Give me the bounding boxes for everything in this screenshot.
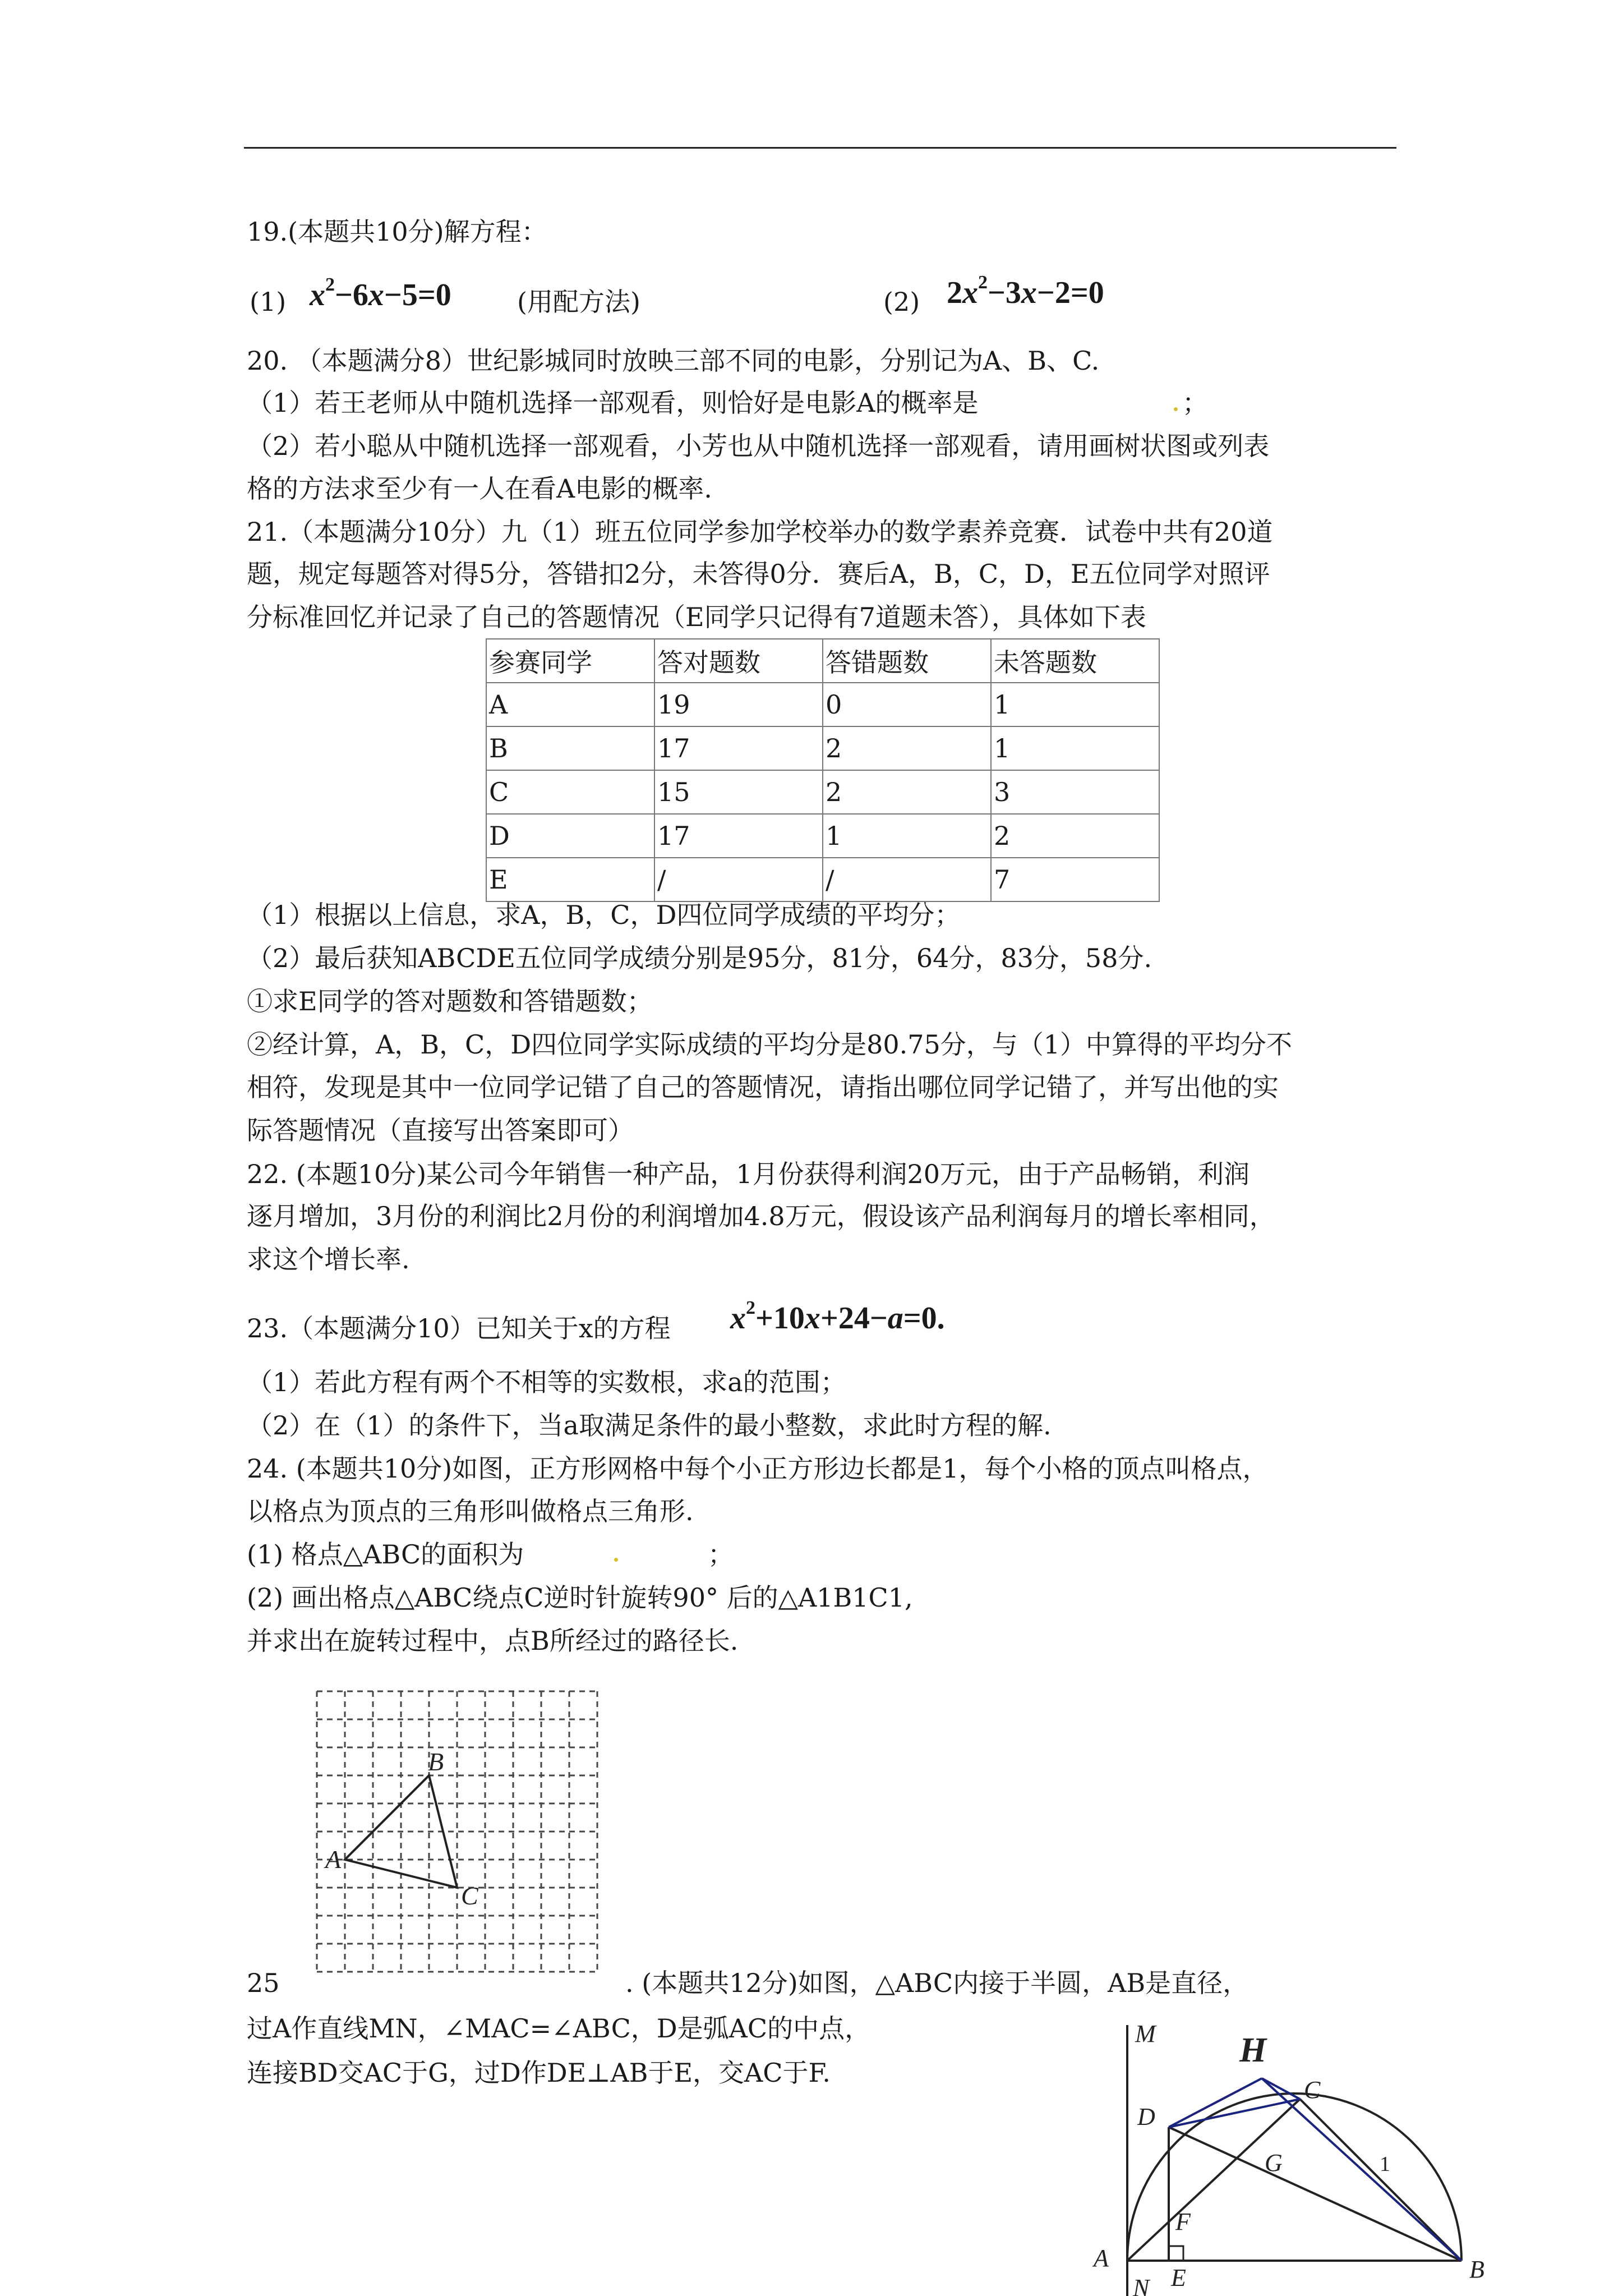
table-cell: 17 [654, 814, 823, 858]
table-cell: 19 [654, 683, 823, 726]
q23-equation: $x^2+10x+24-a=0$. [730, 1297, 945, 1336]
q20-part1: （1）若王老师从中随机选择一部观看，则恰好是电影A的概率是 [247, 388, 979, 418]
point-label-h: H [1239, 2031, 1267, 2069]
q22-line2: 逐月增加，3月份的利润比2月份的利润增加4.8万元，假设该产品利润每月的增长率相同， [247, 1201, 1275, 1231]
point-label-e: E [1171, 2264, 1186, 2292]
angle-label-1: 1 [1380, 2152, 1390, 2176]
table-cell: C [486, 770, 654, 814]
table-cell: E [486, 858, 654, 901]
q24-part1: (1) 格点△ABC的面积为 [247, 1539, 524, 1570]
q25-semicircle-figure [1077, 2003, 1514, 2296]
q19-part1-label: (1) [250, 287, 287, 317]
point-label-b: B [1469, 2256, 1484, 2283]
table-cell: 15 [654, 770, 823, 814]
segment-hb [1262, 2078, 1461, 2261]
table-cell: / [654, 858, 823, 901]
q21-line1: 21.（本题满分10分）九（1）班五位同学参加学校举办的数学素养竞赛．试卷中共有20道 [247, 517, 1273, 547]
vertex-label-c: C [461, 1881, 478, 1910]
table-header-cell: 参赛同学 [486, 639, 654, 683]
table-cell: 2 [823, 770, 991, 814]
point-label-g: G [1265, 2149, 1283, 2177]
point-label-f: F [1175, 2208, 1191, 2235]
q23-part1: （1）若此方程有两个不相等的实数根，求a的范围； [247, 1367, 846, 1397]
vertex-label-b: B [428, 1747, 444, 1776]
q19-equation-1: $x^2-6x-5=0$ [310, 274, 451, 312]
q21-sub2-line3: 际答题情况（直接写出答案即可） [247, 1115, 634, 1145]
point-label-n: N [1133, 2274, 1150, 2296]
q21-sub1: ①求E同学的答对题数和答错题数； [247, 986, 653, 1016]
grid-lines [317, 1691, 597, 1972]
table-cell: B [486, 726, 654, 770]
q24-line2: 以格点为顶点的三角形叫做格点三角形. [247, 1496, 694, 1526]
q21-sub2-line1: ②经计算，A，B，C，D四位同学实际成绩的平均分是80.75分，与（1）中算得的平均分不 [247, 1029, 1293, 1060]
q20-header: 20. （本题满分8）世纪影城同时放映三部不同的电影，分别记为A、B、C. [247, 346, 1100, 376]
table-cell: 7 [991, 858, 1159, 901]
table-header-cell: 答错题数 [823, 639, 991, 683]
q25-number: 25 [247, 1968, 280, 1998]
table-header-cell: 未答题数 [991, 639, 1159, 683]
table-cell: A [486, 683, 654, 726]
q20-blank-dot [1174, 407, 1178, 411]
q24-part2: (2) 画出格点△ABC绕点C逆时针旋转90° 后的△A1B1C1, [247, 1582, 913, 1613]
q24-blank-dot [614, 1558, 618, 1562]
q20-part2-line1: （2）若小聪从中随机选择一部观看，小芳也从中随机选择一部观看，请用画树状图或列表 [247, 431, 1270, 461]
table-cell: D [486, 814, 654, 858]
q25-header: . (本题共12分)如图，△ABC内接于半圆，AB是直径， [625, 1968, 1249, 1998]
q21-sub2-line2: 相符，发现是其中一位同学记错了自己的答题情况，请指出哪位同学记错了，并写出他的实 [247, 1072, 1279, 1102]
q21-score-table [486, 638, 1160, 902]
q23-header: 23.（本题满分10）已知关于x的方程 [247, 1313, 671, 1343]
point-label-c: C [1304, 2076, 1321, 2104]
table-row [486, 814, 1159, 858]
q21-part2: （2）最后获知ABCDE五位同学成绩分别是95分，81分，64分，83分，58分. [247, 943, 1152, 973]
vertex-label-a: A [325, 1845, 342, 1874]
q25-line2: 过A作直线MN，∠MAC=∠ABC，D是弧AC的中点， [247, 2013, 871, 2044]
table-cell: 3 [991, 770, 1159, 814]
table-row [486, 683, 1159, 726]
q24-grid-figure [314, 1688, 606, 1980]
table-row [486, 726, 1159, 770]
q23-part2: （2）在（1）的条件下，当a取满足条件的最小整数，求此时方程的解. [247, 1410, 1052, 1441]
semicircle-arc [1127, 2093, 1461, 2261]
point-label-d: D [1137, 2103, 1155, 2131]
q21-part1: （1）根据以上信息，求A，B，C，D四位同学成绩的平均分； [247, 900, 961, 930]
table-cell: 1 [991, 683, 1159, 726]
point-label-m: M [1135, 2020, 1156, 2047]
q20-answer-blank-end: ； [1182, 388, 1208, 418]
q25-line3: 连接BD交AC于G，过D作DE⊥AB于E，交AC于F. [247, 2058, 831, 2088]
table-cell: 0 [823, 683, 991, 726]
q21-line3: 分标准回忆并记录了自己的答题情况（E同学只记得有7道题未答），具体如下表 [247, 602, 1146, 632]
table-row [486, 770, 1159, 814]
header-rule [244, 147, 1396, 149]
q19-part2-label: (2) [883, 287, 920, 317]
q24-line1: 24. (本题共10分)如图，正方形网格中每个小正方形边长都是1，每个小格的顶点叫格点， [247, 1453, 1269, 1484]
table-cell: 17 [654, 726, 823, 770]
right-angle-mark [1169, 2246, 1183, 2261]
segment-dh [1169, 2078, 1262, 2127]
q20-part2-line2: 格的方法求至少有一人在看A电影的概率. [247, 473, 712, 504]
table-cell: 2 [823, 726, 991, 770]
table-cell: / [823, 858, 991, 901]
q22-line3: 求这个增长率. [247, 1244, 410, 1274]
point-label-a: A [1094, 2244, 1109, 2272]
q19-equation-2: $2x^2-3x-2=0$ [947, 272, 1104, 310]
table-cell: 1 [991, 726, 1159, 770]
table-header-cell: 答对题数 [654, 639, 823, 683]
q21-line2: 题，规定每题答对得5分，答错扣2分，未答得0分．赛后A，B，C，D，E五位同学对照评 [247, 559, 1270, 589]
q24-part3: 并求出在旋转过程中，点B所经过的路径长. [247, 1626, 739, 1656]
segment-dc [1169, 2099, 1300, 2127]
q24-part1-end: ； [708, 1539, 734, 1570]
q19-method-note: (用配方法) [517, 287, 640, 317]
q22-line1: 22. (本题10分)某公司今年销售一种产品，1月份获得利润20万元，由于产品畅销，利润 [247, 1159, 1250, 1189]
table-cell: 1 [823, 814, 991, 858]
table-row [486, 858, 1159, 901]
segment-cb [1300, 2099, 1461, 2261]
q19-header: 19.(本题共10分)解方程： [247, 217, 547, 247]
table-cell: 2 [991, 814, 1159, 858]
table-header-row [486, 639, 1159, 683]
